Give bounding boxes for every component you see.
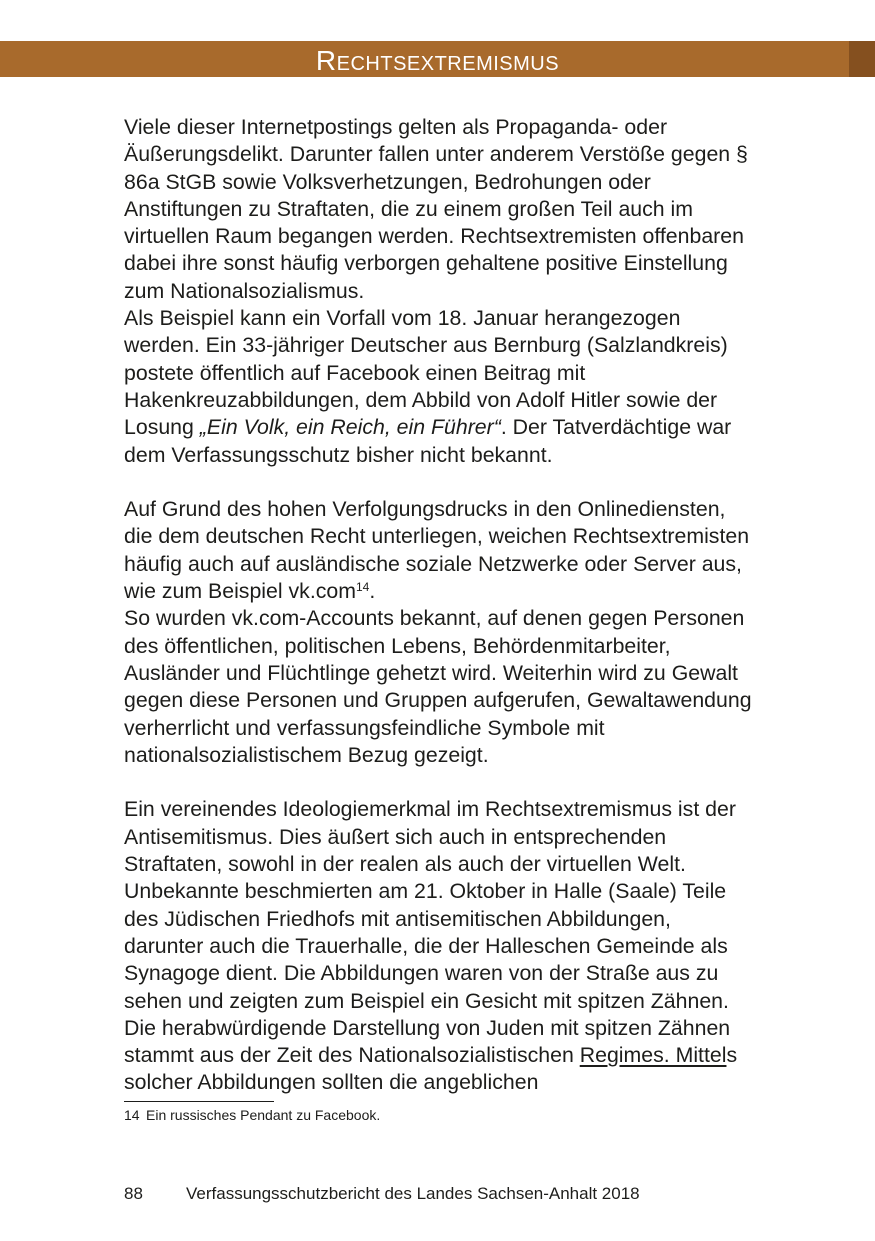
paragraph-example-bernburg xyxy=(124,305,754,469)
paragraph-vk-accounts: So wurden vk.com-Accounts bekannt, auf denen gegen Personen des öffentlichen, politischen Lebens, Behördenmitarbeiter, Ausländer und Flüchtlinge gehetzt wird. Weiterhin wird zu Gewalt gegen diese Personen und Gruppen aufgerufen, Gewaltawendung verherrlicht und verfassungsfeindliche Symbole mit nationalsozialistischem Bezug gezeigt. xyxy=(124,606,752,767)
paragraph-internet-postings: Viele dieser Internetpostings gelten als Propaganda- oder Äußerungsdelikt. Darunter fallen unter anderem Verstöße gegen § 86a StGB sowie Volksverhetzungen, Bedrohungen oder Anstiftungen zu Straftaten, die zu einem großen Teil auch im virtuellen Raum begangen werden. Rechtsextremisten offenbaren dabei ihre sonst häufig verborgen gehaltene positive Einstellung zum Nationalsozialismus. xyxy=(124,115,748,303)
page-number: 88 xyxy=(124,1184,143,1203)
paragraph-gap xyxy=(124,469,754,496)
paragraph-gap xyxy=(124,769,754,796)
paragraph-antisemitism xyxy=(124,796,754,1096)
footnote-text: Ein russisches Pendant zu Facebook. xyxy=(146,1107,381,1123)
underlined-text: Regimes. Mittel xyxy=(579,1043,727,1068)
footnote xyxy=(124,1106,380,1124)
paragraph-text: . Der Tatverdächtige war dem Verfassungsschutz bisher nicht bekannt. xyxy=(124,415,732,467)
paragraph-text: Ein vereinendes Ideologiemerkmal im Rechtsextremismus ist der Antisemitismus. Dies äußert sich auch in entsprechenden Straftaten, sowohl in der realen als auch der virtuellen Welt. Unbekannte beschmierten am 21. Oktober in Halle (Saale) Teile des Jüdischen Friedhofs mit antisemitischen Abbildungen, darunter auch die Trauerhalle, die der Halleschen Gemeinde als Synagoge dient. Die Abbildungen waren von der Straße aus zu sehen und zeigten zum Beispiel ein Gesicht mit spitzen Zähnen. Die herabwürdigende Darstellung von Juden mit spitzen Zähnen stammt aus der Zeit des Nationalsozialistischen xyxy=(124,797,736,1068)
body-text xyxy=(124,114,754,1097)
paragraph-text: Als Beispiel kann ein Vorfall vom 18. Januar herangezogen werden. Ein 33-jähriger Deutscher aus Bernburg (Salzlandkreis) postete öffentlich auf Facebook einen Beitrag mit Hakenkreuzabbildungen, dem Abbild von Adolf Hitler sowie der Losung xyxy=(124,306,728,440)
paragraph-text: s solcher Abbildungen sollten die angeblichen xyxy=(124,1043,738,1095)
paragraph-text: . xyxy=(369,579,376,604)
footnote-number: 14 xyxy=(124,1107,140,1123)
footnote-divider xyxy=(124,1101,274,1102)
footnote-reference: 14 xyxy=(355,580,370,595)
slogan-quote: „Ein Volk, ein Reich, ein Führer“ xyxy=(199,415,501,440)
section-header-bar xyxy=(0,41,875,77)
paragraph-foreign-networks xyxy=(124,496,754,605)
page-footer xyxy=(124,1183,640,1205)
paragraph-text: Auf Grund des hohen Verfolgungsdrucks in den Onlinediensten, die dem deutschen Recht unterliegen, weichen Rechtsextremisten häufig auch auf ausländische soziale Netzwerke oder Server aus, wie zum Beispiel vk.com xyxy=(124,497,750,604)
section-title: Rechtsextremismus xyxy=(315,45,560,76)
publication-title: Verfassungsschutzbericht des Landes Sachsen-Anhalt 2018 xyxy=(186,1184,640,1203)
